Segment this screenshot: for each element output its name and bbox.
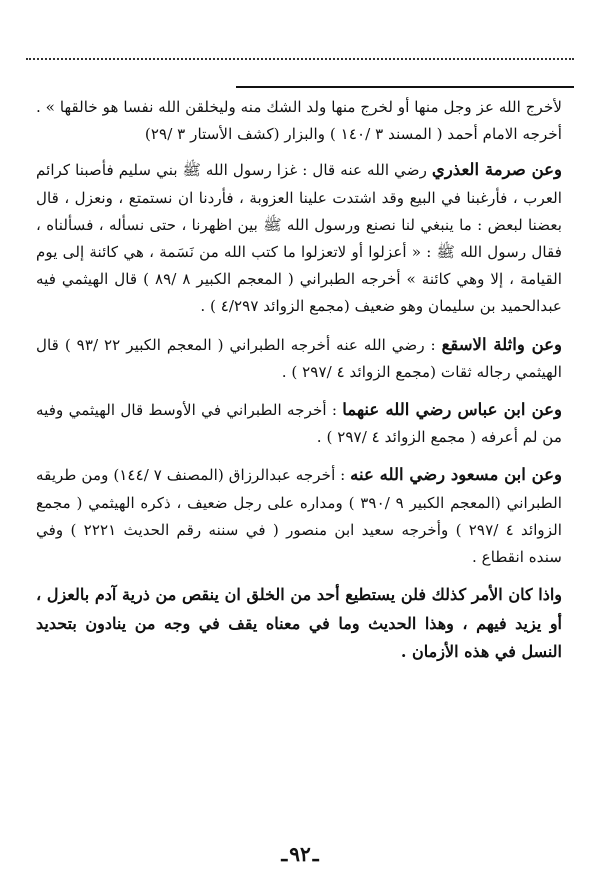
narrator-heading: وعن واثلة الاسقع xyxy=(441,334,562,354)
closing-text: واذا كان الأمر كذلك فلن يستطيع أحد من الخلق ان ينقص من ذرية آدم بالعزل ، أو يزيد فيهم ، وهذا الحديث وما في معناه يقف في وجه من ينادون بتحديد النسل في هذه الأزمان . xyxy=(36,585,563,662)
narrator-heading: وعن صرمة العذري xyxy=(431,160,562,180)
narrator-heading: وعن ابن مسعود رضي الله عنه xyxy=(350,465,562,485)
header-solid-rule xyxy=(236,86,574,88)
page-body xyxy=(36,94,562,677)
paragraph-wathila-al-asqa xyxy=(36,331,562,386)
paragraph-text: : أخرجه الطبراني في الأوسط قال الهيثمي وفيه من لم أعرفه ( مجمع الزوائد ٤ /٢٩٧ ) . xyxy=(36,401,562,447)
page-number-dash-right: ـ xyxy=(281,842,288,866)
paragraph-text: رضي الله عنه قال : غزا رسول الله ﷺ بني سليم فأصبنا كرائم العرب ، فأرغبنا في البيع وقد اشتدت علينا العزوبة ، فأردنا ان نستمتع ، ونعزل ، قال بعضنا لبعض : ما ينبغي لنا نصنع ورسول الله ﷺ بين اظهرنا ، حتى نسأله ، فسألناه ، فقال رسول الله ﷺ : « أعزلوا أو لاتعزلوا ما كتب الله من نَسَمة ، هي كائنة إلى يوم القيامة ، إلا وهي كائنة » أخرجه الطبراني ( المعجم الكبير ٨ /٨٩ ) قال الهيثمي فيه عبدالحميد بن سليمان وهو ضعيف (مجمع الزوائد ٤/٢٩٧ ) . xyxy=(36,161,562,316)
page-number-dash-left: ـ xyxy=(312,842,319,866)
header-dotted-rule xyxy=(26,58,574,60)
paragraph-ibn-masud xyxy=(36,461,562,571)
paragraph-hadith-continuation xyxy=(36,94,562,148)
page-number xyxy=(0,842,600,866)
paragraph-text: لأخرج الله عز وجل منها أو لخرج منها ولد الشك منه وليخلقن الله نفسا هو خالقها » . أخرجه الامام أحمد ( المسند ٣ /١٤٠ ) والبزار (كشف الأستار ٣ /٢٩) xyxy=(36,98,562,144)
paragraph-text: : أخرجه عبدالرزاق (المصنف ٧ /١٤٤) ومن طريقه الطبراني (المعجم الكبير ٩ /٣٩٠ ) ومداره على رجل ضعيف ، ذكره الهيثمي ( مجمع الزوائد ٤ /٢٩٧ ) وأخرجه سعيد ابن منصور ( في سننه رقم الحديث ٢٢٢١ ) وفي سنده انقطاع . xyxy=(36,466,562,567)
paragraph-sirma-al-udhri xyxy=(36,156,562,320)
paragraph-ibn-abbas xyxy=(36,396,562,451)
page-number-value: ٩٢ xyxy=(289,842,311,866)
closing-paragraph xyxy=(36,581,562,667)
narrator-heading: وعن ابن عباس رضي الله عنهما xyxy=(342,400,562,420)
paragraph-text: : رضي الله عنه أخرجه الطبراني ( المعجم الكبير ٢٢ /٩٣ ) قال الهيثمي رجاله ثقات (مجمع الزوائد ٤ /٢٩٧ ) . xyxy=(36,335,562,381)
